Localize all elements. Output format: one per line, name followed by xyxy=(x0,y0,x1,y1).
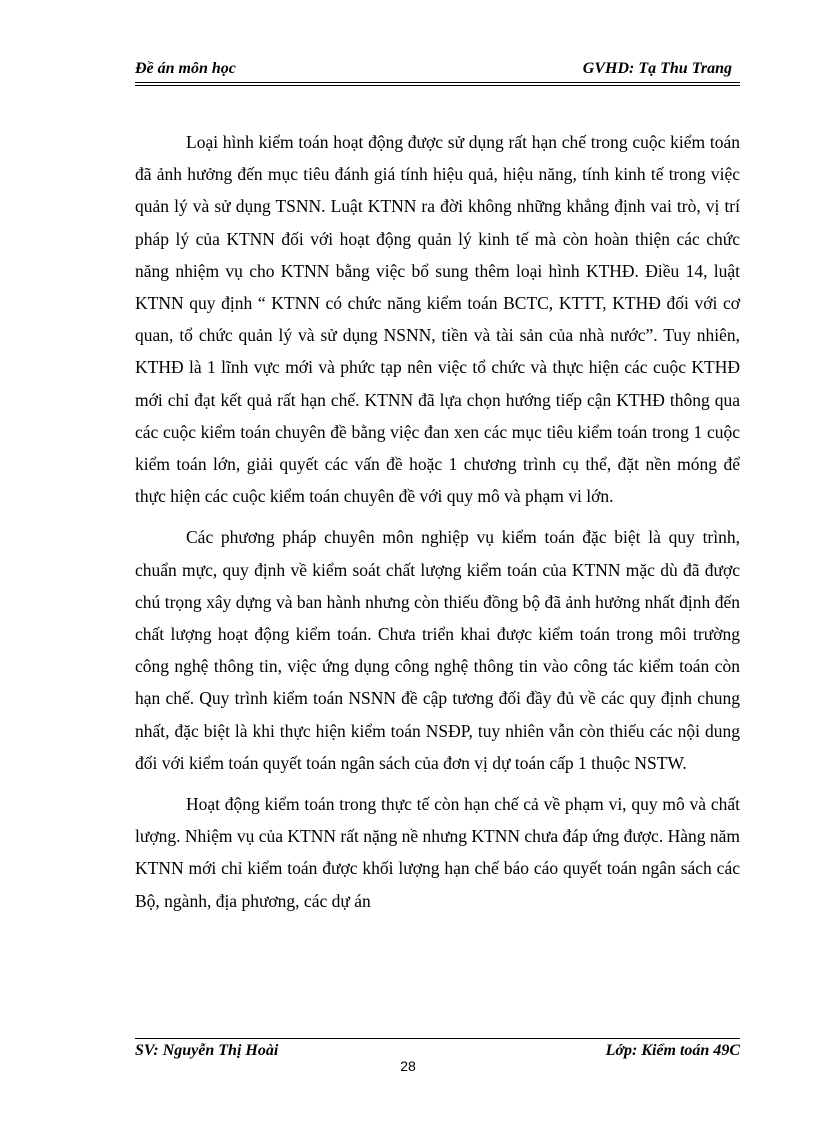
paragraph-2: Các phương pháp chuyên môn nghiệp vụ kiểm toán đặc biệt là quy trình, chuẩn mực, quy định về kiểm soát chất lượng kiểm toán của KTNN mặc dù đã được chú trọng xây dựng và ban hành nhưng còn thiếu đồng bộ đã ảnh hưởng nhất định đến chất lượng hoạt động kiểm toán. Chưa triển khai được kiểm toán trong môi trường công nghệ thông tin, việc ứng dụng công nghệ thông tin vào công tác kiểm toán còn hạn chế. Quy trình kiểm toán NSNN đề cập tương đối đầy đủ về các quy định chung nhất, đặc biệt là khi thực hiện kiểm toán NSĐP, tuy nhiên vẫn còn thiếu các nội dung đối với kiểm toán quyết toán ngân sách của đơn vị dự toán cấp 1 thuộc NSTW. xyxy=(135,527,740,773)
page-header xyxy=(135,58,740,82)
document-body xyxy=(135,126,740,926)
header-divider xyxy=(135,82,740,86)
header-supervisor: GVHD: Tạ Thu Trang xyxy=(582,60,732,77)
footer-class: Lớp: Kiểm toán 49C xyxy=(605,1042,740,1059)
page-number: 28 xyxy=(400,1058,416,1074)
paragraph-1: Loại hình kiểm toán hoạt động được sử dụng rất hạn chế trong cuộc kiểm toán đã ảnh hưởng đến mục tiêu đánh giá tính hiệu quả, hiệu năng, tính kinh tế trong việc quản lý và sử dụng TSNN. Luật KTNN ra đời không những khẳng định vai trò, vị trí pháp lý của KTNN đối với hoạt động quản lý kinh tế mà còn hoàn thiện các chức năng nhiệm vụ cho KTNN bằng việc bổ sung thêm loại hình KTHĐ. Điều 14, luật KTNN quy định “ KTNN có chức năng kiểm toán BCTC, KTTT, KTHĐ đối với cơ quan, tổ chức quản lý và sử dụng NSNN, tiền và tài sản của nhà nước”. Tuy nhiên, KTHĐ là 1 lĩnh vực mới và phức tạp nên việc tổ chức và thực hiện các cuộc KTHĐ mới chỉ đạt kết quả rất hạn chế. KTNN đã lựa chọn hướng tiếp cận KTHĐ thông qua các cuộc kiểm toán chuyên đề bằng việc đan xen các mục tiêu kiểm toán trong 1 cuộc kiểm toán lớn, giải quyết các vấn đề hoặc 1 chương trình cụ thể, đặt nền móng để thực hiện các cuộc kiểm toán chuyên đề với quy mô và phạm vi lớn. xyxy=(135,132,740,507)
footer-divider xyxy=(135,1038,740,1039)
header-course-title: Đề án môn học xyxy=(135,60,236,77)
paragraph-3: Hoạt động kiểm toán trong thực tế còn hạn chế cả về phạm vi, quy mô và chất lượng. Nhiệm vụ của KTNN rất nặng nề nhưng KTNN chưa đáp ứng được. Hàng năm KTNN mới chỉ kiểm toán được khối lượng hạn chế báo cáo quyết toán ngân sách các Bộ, ngành, địa phương, các dự án xyxy=(135,794,740,911)
footer-student-name: SV: Nguyễn Thị Hoài xyxy=(135,1042,279,1059)
